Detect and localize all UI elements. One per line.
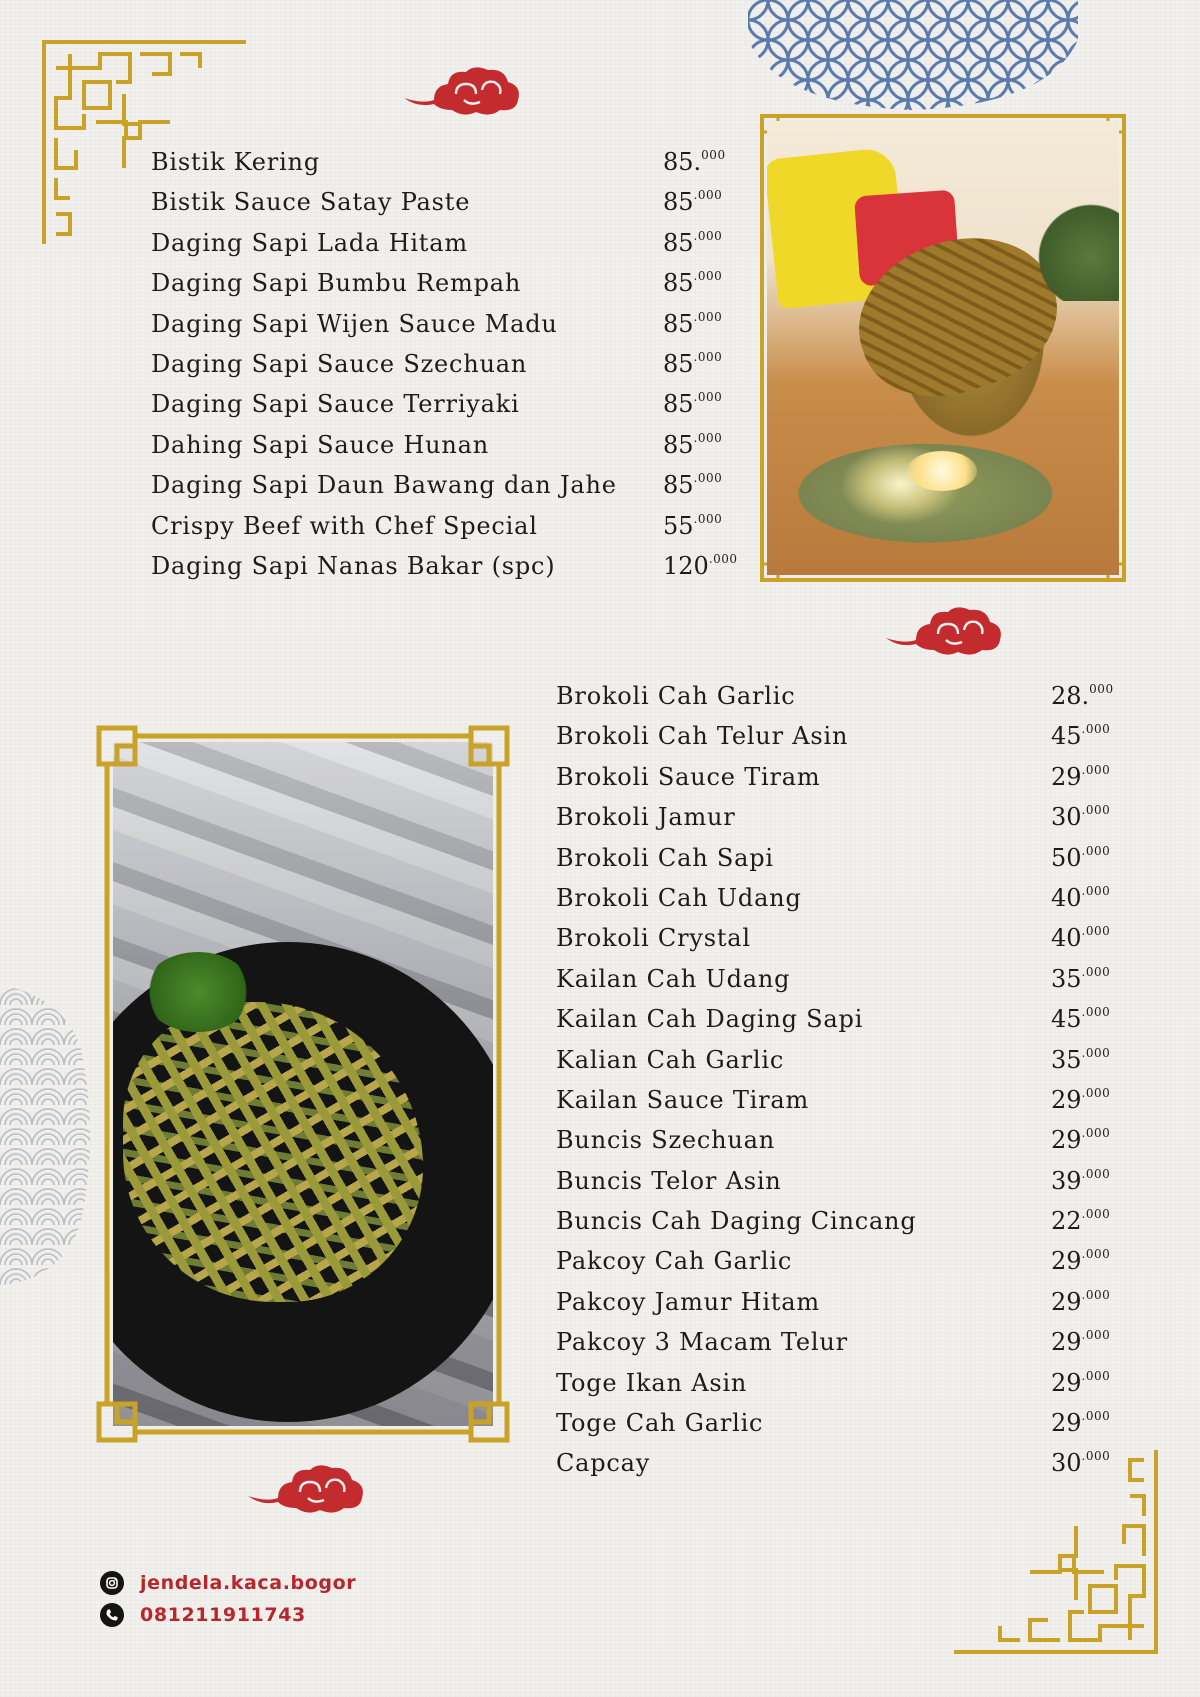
red-cloud-ornament xyxy=(248,1462,366,1516)
menu-item-name: Brokoli Jamur xyxy=(556,803,736,832)
menu-item-price xyxy=(1051,884,1110,913)
menu-item-name: Pakcoy 3 Macam Telur xyxy=(556,1328,848,1357)
menu-item-name: Kalian Cah Garlic xyxy=(556,1045,785,1074)
price-main: 85. xyxy=(663,148,702,176)
menu-item-name: Daging Sapi Sauce Szechuan xyxy=(151,349,528,378)
menu-item-name: Buncis Szechuan xyxy=(556,1126,776,1155)
menu-item-name: Crispy Beef with Chef Special xyxy=(151,511,538,540)
menu-item-name: Daging Sapi Wijen Sauce Madu xyxy=(151,309,558,338)
price-thousands: .000 xyxy=(693,269,723,284)
price-main: 29 xyxy=(1051,1328,1082,1357)
menu-item-name: Bistik Sauce Satay Paste xyxy=(151,188,471,217)
price-thousands: .000 xyxy=(1081,883,1111,898)
menu-item-name: Capcay xyxy=(556,1449,651,1478)
price-main: 39 xyxy=(1051,1166,1082,1195)
price-thousands: .000 xyxy=(1081,1005,1111,1020)
menu-item-price xyxy=(1051,1046,1110,1075)
price-thousands: .000 xyxy=(693,228,723,243)
menu-item-name: Brokoli Cah Udang xyxy=(556,883,802,912)
red-cloud-ornament xyxy=(404,64,522,118)
price-main: 85 xyxy=(663,309,694,338)
menu-item-price xyxy=(663,188,722,217)
blue-lattice-pattern xyxy=(748,0,1078,110)
price-thousands: .000 xyxy=(1081,1126,1111,1141)
price-thousands: .000 xyxy=(1081,1328,1111,1343)
beef-dish-photo-frame xyxy=(758,112,1128,584)
menu-item-price xyxy=(663,269,722,298)
menu-item-price xyxy=(1051,1409,1110,1438)
instagram-handle[interactable]: jendela.kaca.bogor xyxy=(140,1572,357,1594)
price-thousands: .000 xyxy=(693,430,723,445)
menu-item-price xyxy=(663,390,722,419)
menu-item-name: Daging Sapi Sauce Terriyaki xyxy=(151,390,520,419)
menu-item-name: Brokoli Sauce Tiram xyxy=(556,762,821,791)
price-main: 29 xyxy=(1051,762,1082,791)
menu-item-name: Dahing Sapi Sauce Hunan xyxy=(151,430,490,459)
price-thousands: .000 xyxy=(1081,1368,1111,1383)
menu-item-name: Brokoli Crystal xyxy=(556,924,751,953)
menu-item-name: Daging Sapi Nanas Bakar (spc) xyxy=(151,551,556,580)
price-main: 28. xyxy=(1051,682,1090,710)
menu-item-price xyxy=(1051,722,1110,751)
menu-item-name: Kailan Cah Udang xyxy=(556,964,791,993)
menu-item-price xyxy=(663,229,722,258)
price-main: 29 xyxy=(1051,1085,1082,1114)
price-main: 85 xyxy=(663,188,694,217)
price-main: 30 xyxy=(1051,1449,1082,1478)
price-main: 35 xyxy=(1051,1045,1082,1074)
price-thousands: .000 xyxy=(1081,722,1111,737)
price-main: 85 xyxy=(663,349,694,378)
price-main: 85 xyxy=(663,471,694,500)
menu-item-price xyxy=(663,350,722,379)
menu-item-price xyxy=(1051,844,1110,873)
instagram-icon xyxy=(100,1571,124,1595)
price-thousands: .000 xyxy=(693,511,723,526)
menu-item-price xyxy=(663,512,722,541)
menu-item-name: Buncis Telor Asin xyxy=(556,1166,782,1195)
price-main: 29 xyxy=(1051,1409,1082,1438)
price-main: 35 xyxy=(1051,964,1082,993)
price-main: 29 xyxy=(1051,1247,1082,1276)
menu-item-name: Toge Ikan Asin xyxy=(556,1368,748,1397)
phone-icon xyxy=(100,1603,124,1627)
price-thousands: .000 xyxy=(1081,1207,1111,1222)
menu-item-price xyxy=(663,310,722,339)
price-thousands: .000 xyxy=(708,551,738,566)
price-thousands: 000 xyxy=(1089,682,1114,696)
menu-item-price xyxy=(1051,965,1110,994)
price-thousands: .000 xyxy=(1081,1449,1111,1464)
menu-item-name: Buncis Cah Daging Cincang xyxy=(556,1207,917,1236)
price-thousands: .000 xyxy=(1081,1166,1111,1181)
phone-number[interactable]: 081211911743 xyxy=(140,1604,306,1626)
price-thousands: .000 xyxy=(1081,803,1111,818)
menu-item-name: Brokoli Cah Garlic xyxy=(556,682,796,710)
menu-item-price xyxy=(1051,1207,1110,1236)
menu-item-name: Kailan Sauce Tiram xyxy=(556,1085,810,1114)
menu-item-name: Pakcoy Cah Garlic xyxy=(556,1247,793,1276)
menu-item-price xyxy=(1051,924,1110,953)
price-thousands: .000 xyxy=(1081,1287,1111,1302)
menu-item-name: Brokoli Cah Telur Asin xyxy=(556,722,849,751)
price-main: 50 xyxy=(1051,843,1082,872)
price-thousands: .000 xyxy=(1081,762,1111,777)
menu-item-price xyxy=(1051,1449,1110,1478)
price-main: 29 xyxy=(1051,1126,1082,1155)
menu-item-price xyxy=(663,148,726,177)
menu-item-price xyxy=(1051,1126,1110,1155)
menu-item-price xyxy=(1051,1005,1110,1034)
price-thousands: .000 xyxy=(1081,1085,1111,1100)
price-main: 22 xyxy=(1051,1207,1082,1236)
price-thousands: .000 xyxy=(1081,1247,1111,1262)
menu-item-price xyxy=(1051,1288,1110,1317)
menu-item-name: Bistik Kering xyxy=(151,148,320,176)
menu-item-price xyxy=(1051,1328,1110,1357)
price-thousands: .000 xyxy=(1081,924,1111,939)
price-thousands: .000 xyxy=(1081,1045,1111,1060)
menu-item-price xyxy=(1051,1086,1110,1115)
red-cloud-ornament xyxy=(886,604,1004,658)
menu-item-name: Daging Sapi Lada Hitam xyxy=(151,228,468,257)
menu-item-name: Daging Sapi Bumbu Rempah xyxy=(151,269,522,298)
menu-item-price xyxy=(1051,1369,1110,1398)
price-thousands: .000 xyxy=(693,309,723,324)
price-main: 29 xyxy=(1051,1368,1082,1397)
instagram-contact[interactable] xyxy=(100,1570,356,1596)
pineapple-beef-photo xyxy=(767,121,1119,575)
wave-pattern xyxy=(0,985,96,1285)
price-main: 85 xyxy=(663,269,694,298)
menu-item-price xyxy=(1051,682,1114,711)
price-thousands: .000 xyxy=(1081,1409,1111,1424)
menu-item-price xyxy=(1051,763,1110,792)
price-main: 85 xyxy=(663,430,694,459)
price-thousands: 000 xyxy=(701,148,726,162)
menu-item-price xyxy=(1051,1167,1110,1196)
price-thousands: .000 xyxy=(1081,843,1111,858)
price-main: 85 xyxy=(663,390,694,419)
gold-photo-border xyxy=(95,724,511,1444)
price-main: 120 xyxy=(663,551,709,580)
menu-item-name: Brokoli Cah Sapi xyxy=(556,843,774,872)
menu-item-name: Toge Cah Garlic xyxy=(556,1409,764,1438)
menu-item-name: Daging Sapi Daun Bawang dan Jahe xyxy=(151,471,617,500)
menu-item-price xyxy=(663,552,738,581)
price-thousands: .000 xyxy=(693,188,723,203)
price-main: 40 xyxy=(1051,883,1082,912)
price-thousands: .000 xyxy=(693,349,723,364)
price-main: 85 xyxy=(663,228,694,257)
menu-item-price xyxy=(1051,803,1110,832)
price-main: 45 xyxy=(1051,722,1082,751)
vegetable-dish-photo-frame xyxy=(95,724,511,1444)
phone-contact[interactable] xyxy=(100,1602,306,1628)
price-main: 29 xyxy=(1051,1287,1082,1316)
price-main: 40 xyxy=(1051,924,1082,953)
menu-item-price xyxy=(1051,1247,1110,1276)
price-main: 55 xyxy=(663,511,694,540)
menu-item-price xyxy=(663,431,722,460)
menu-item-name: Kailan Cah Daging Sapi xyxy=(556,1005,864,1034)
menu-item-name: Pakcoy Jamur Hitam xyxy=(556,1287,820,1316)
price-thousands: .000 xyxy=(1081,964,1111,979)
price-main: 45 xyxy=(1051,1005,1082,1034)
price-main: 30 xyxy=(1051,803,1082,832)
menu-item-price xyxy=(663,471,722,500)
price-thousands: .000 xyxy=(693,390,723,405)
price-thousands: .000 xyxy=(693,471,723,486)
